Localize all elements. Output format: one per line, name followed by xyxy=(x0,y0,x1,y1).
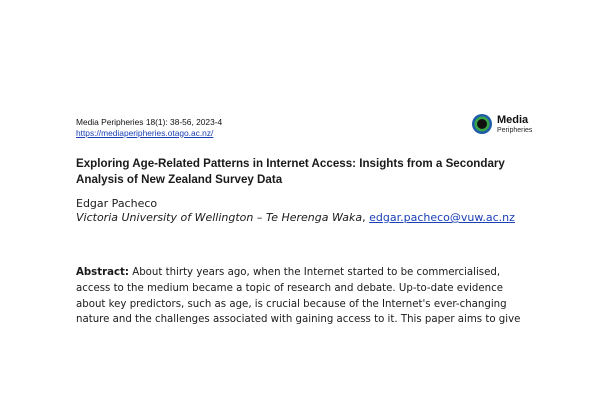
author-name: Edgar Pacheco xyxy=(76,197,158,210)
logo-wordmark-main: Media xyxy=(497,113,529,126)
abstract-line-2: access to the medium became a topic of research and debate. Up-to-date evidence xyxy=(76,282,503,294)
media-peripheries-logo-icon xyxy=(471,113,493,135)
abstract-text-1: About thirty years ago, when the Internet started to be commercialised, xyxy=(129,267,501,278)
abstract-line-4: nature and the challenges associated with gaining access to it. This paper aims to give xyxy=(76,314,521,326)
author-affiliation-line xyxy=(76,211,515,225)
abstract-line-1 xyxy=(76,265,531,281)
affiliation-separator: , xyxy=(362,211,370,224)
journal-url-link[interactable]: https://mediaperipheries.otago.ac.nz/ xyxy=(76,127,214,138)
abstract xyxy=(76,265,531,328)
abstract-label: Abstract: xyxy=(76,267,129,278)
affiliation-institution: Victoria University of Wellington – Te Herenga Waka xyxy=(76,211,363,224)
journal-logo xyxy=(471,110,539,138)
logo-wordmark-sub: Peripheries xyxy=(497,126,533,134)
journal-header xyxy=(76,117,222,138)
abstract-line-3: about key predictors, such as age, is crucial because of the Internet's ever-changing xyxy=(76,298,507,310)
paper-title: Exploring Age-Related Patterns in Internet Access: Insights from a Secondary Analysis of New Zealand Survey Data xyxy=(76,157,505,186)
author-email-link[interactable]: edgar.pacheco@vuw.ac.nz xyxy=(369,211,515,224)
journal-citation: Media Peripheries 18(1): 38-56, 2023-4 xyxy=(76,117,223,127)
